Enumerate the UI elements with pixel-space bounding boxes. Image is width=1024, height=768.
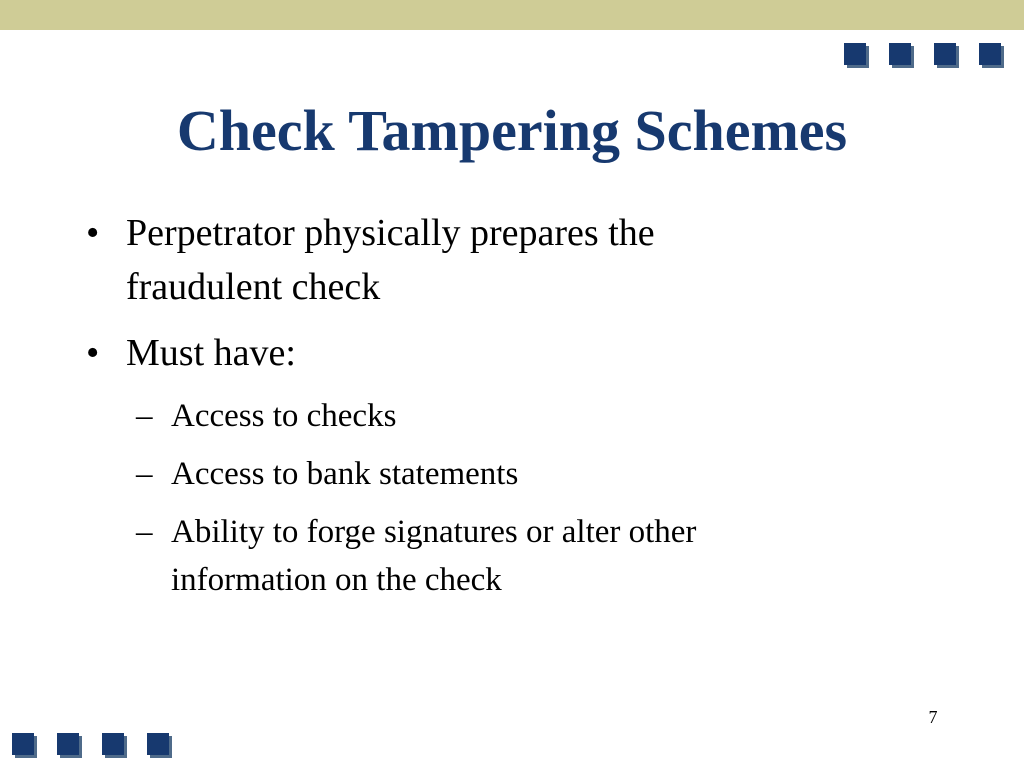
square-icon xyxy=(979,43,1001,65)
sub-bullet-item xyxy=(86,450,806,498)
bullet-marker: • xyxy=(86,212,100,254)
sub-bullet-item xyxy=(86,508,806,604)
sub-bullet-text: Access to checks xyxy=(171,398,397,434)
bullet-marker: • xyxy=(86,332,100,374)
sub-bullet-marker: – xyxy=(136,456,153,492)
square-icon xyxy=(57,733,79,755)
sub-bullet-item xyxy=(86,392,806,440)
sub-bullet-text: Ability to forge signatures or alter other information on the check xyxy=(171,514,697,598)
square-icon xyxy=(934,43,956,65)
bullet-text: Must have: xyxy=(126,332,296,374)
square-icon xyxy=(889,43,911,65)
square-icon xyxy=(147,733,169,755)
bullet-text: Perpetrator physically prepares the fraudulent check xyxy=(126,212,655,308)
top-square-decoration xyxy=(844,43,1001,65)
slide-title: Check Tampering Schemes xyxy=(176,98,848,163)
bullet-item xyxy=(86,206,806,314)
sub-bullet-marker: – xyxy=(136,398,153,434)
sub-bullet-marker: – xyxy=(136,514,153,550)
square-icon xyxy=(102,733,124,755)
sub-bullet-text: Access to bank statements xyxy=(171,456,519,492)
bottom-square-decoration xyxy=(12,733,169,755)
square-icon xyxy=(844,43,866,65)
slide-body xyxy=(86,206,806,614)
page-number: 7 xyxy=(928,707,938,727)
top-decor-bar xyxy=(0,0,1024,30)
square-icon xyxy=(12,733,34,755)
bullet-item xyxy=(86,326,806,380)
